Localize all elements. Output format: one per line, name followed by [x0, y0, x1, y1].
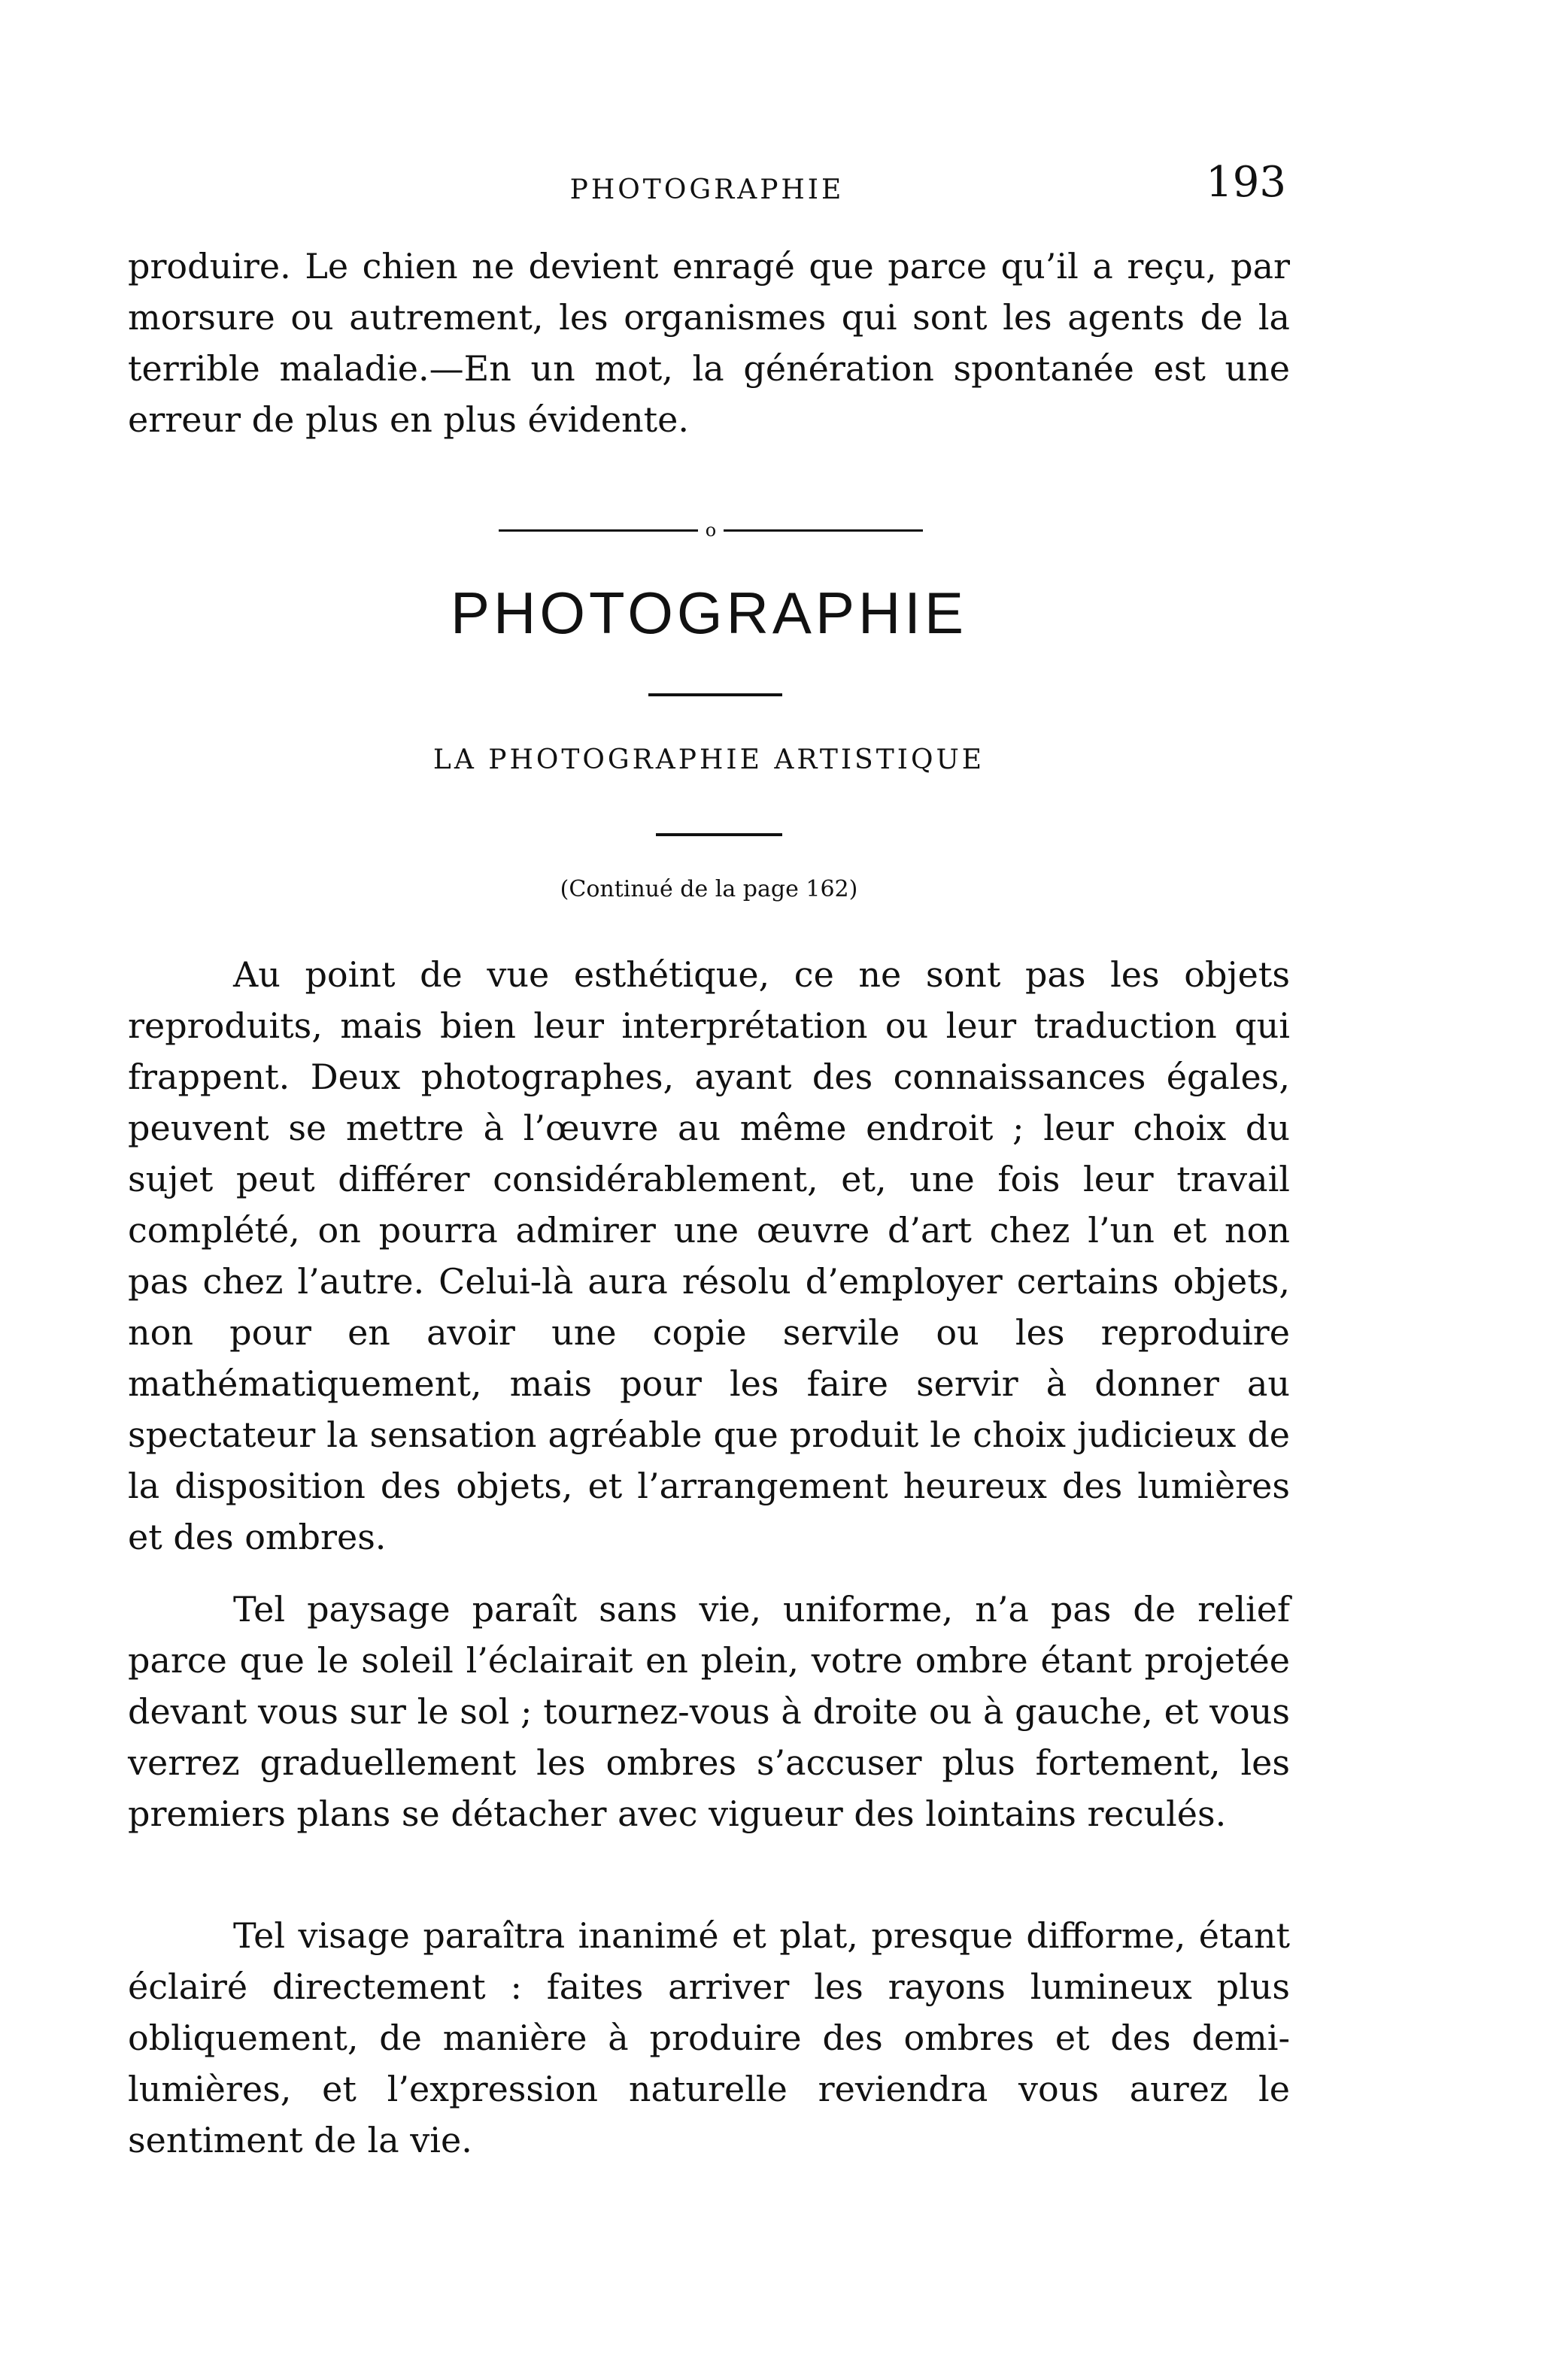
title-rule	[648, 693, 782, 696]
body-paragraph: Au point de vue esthétique, ce ne sont pas les objets reproduits, mais bien leur interprétation ou leur traduction qui frappent. Deux photographes, ayant des connaissances égales, peuvent se mettre à l’œuvre au même endroit ; leur choix du sujet peut différer considérablement, et, une fois leur travail complété, on pourra admirer une œuvre d’art chez l’un et non pas chez l’autre. Celui-là aura résolu d’employer certains objets, non pour en avoir une copie servile ou les reproduire mathématiquement, mais pour les faire servir à donner au spectateur la sensation agréable que produit le choix judicieux de la disposition des objets, et l’arrangement heureux des lumières et des ombres.	[128, 954, 1290, 1557]
section-subtitle: LA PHOTOGRAPHIE ARTISTIQUE	[432, 744, 985, 775]
section-break-ornament	[496, 519, 925, 541]
section-break-line-right	[724, 529, 923, 532]
page-number: 193	[1206, 158, 1286, 207]
section-break-line-left	[499, 529, 698, 532]
body-paragraph: Tel paysage paraît sans vie, uniforme, n’a pas de relief parce que le soleil l’éclairait en plein, votre ombre étant projetée devant vous sur le sol ; tournez-vous à droite ou à gauche, et vous verrez graduellement les ombres s’accuser plus fortement, les premiers plans se détacher avec vigueur des lointains reculés.	[128, 1589, 1290, 1834]
section-break-mark: o	[705, 520, 717, 541]
section-title: PHOTOGRAPHIE	[450, 580, 967, 646]
running-title: PHOTOGRAPHIE	[569, 174, 845, 205]
body-paragraph: Tel visage paraîtra inanimé et plat, presque difforme, étant éclairé directement : faites arriver les rayons lumineux plus obliquement, de manière à produire des ombres et des demi-lumières, et l’expression naturelle reviendra vous aurez le sentiment de la vie.	[128, 1915, 1290, 2160]
subtitle-rule	[656, 833, 782, 836]
continued-note: (Continué de la page 162)	[560, 876, 858, 902]
continuation-paragraph: produire. Le chien ne devient enragé que parce qu’il a reçu, par morsure ou autrement, les organismes qui sont les agents de la terrible maladie.—En un mot, la génération spontanée est une erreur de plus en plus évidente.	[128, 246, 1290, 440]
running-header	[128, 158, 1286, 227]
